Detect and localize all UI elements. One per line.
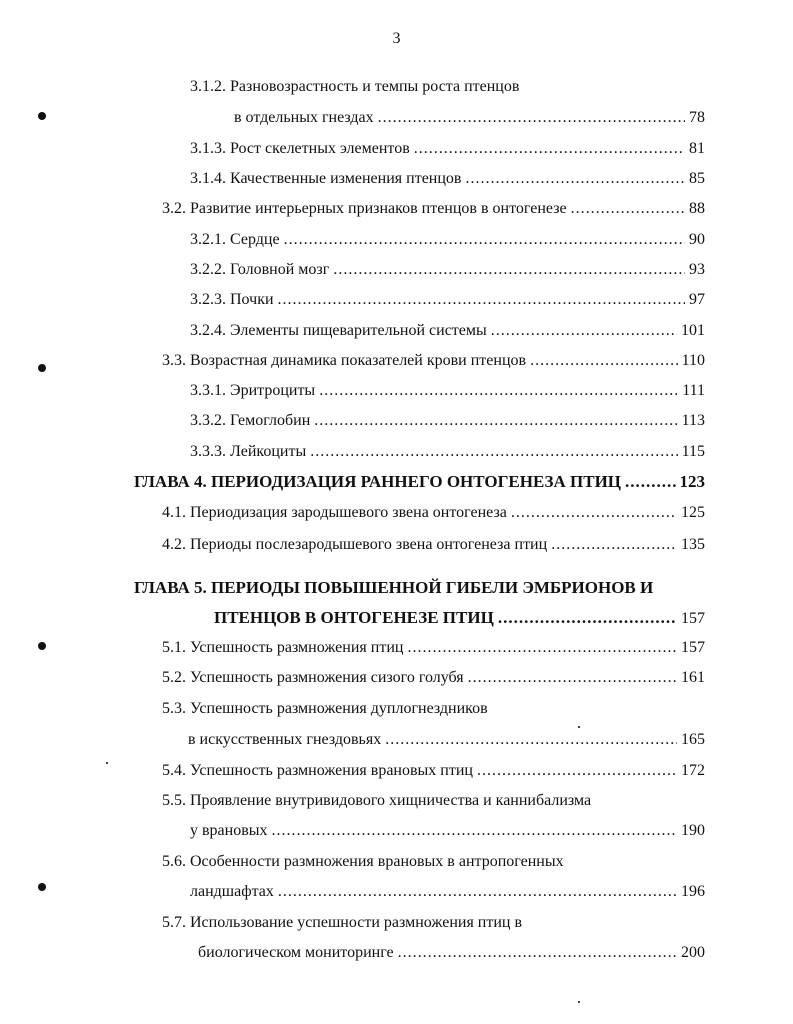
toc-page-number: 90 — [689, 231, 705, 248]
toc-page-number: 157 — [681, 639, 705, 656]
toc-chapter-title: ГЛАВА 5. ПЕРИОДЫ ПОВЫШЕННОЙ ГИБЕЛИ ЭМБРИОНОВ И — [134, 578, 654, 597]
margin-bullet — [38, 642, 46, 650]
leader-dots — [314, 411, 677, 431]
leader-dots — [272, 821, 677, 841]
toc-entry — [190, 411, 705, 431]
leader-dots — [571, 199, 685, 219]
toc-entry — [188, 730, 705, 750]
leader-dots — [414, 139, 685, 159]
toc-entry — [190, 169, 705, 189]
toc-entry — [190, 381, 705, 401]
toc-entry-text: 3.2. Развитие интерьерных признаков птенцов в онтогенезе — [162, 200, 567, 217]
toc-page-number: 97 — [689, 291, 705, 308]
toc-entry — [162, 503, 705, 523]
toc-entry — [162, 535, 705, 555]
toc-page-number: 196 — [681, 883, 705, 900]
leader-dots — [278, 290, 685, 310]
leader-dots — [385, 730, 677, 750]
toc-entry-text: 5.4. Успешность размножения врановых птиц — [162, 762, 473, 779]
scan-speck — [578, 1001, 580, 1003]
toc-chapter-entry — [214, 608, 705, 629]
toc-entry-text: 3.1.2. Разновозрастность и темпы роста птенцов — [190, 78, 520, 95]
toc-entry-text: 4.1. Периодизация зародышевого звена онтогенеза — [162, 504, 507, 521]
toc-entry — [162, 668, 705, 688]
toc-page-number: 88 — [689, 200, 705, 217]
leader-dots — [468, 668, 677, 688]
leader-dots — [278, 882, 677, 902]
leader-dots — [498, 608, 677, 628]
toc-page-number: 190 — [681, 822, 705, 839]
leader-dots — [398, 943, 677, 963]
leader-dots — [477, 761, 677, 781]
toc-entry-text: биологическом мониторинге — [198, 944, 394, 961]
toc-chapter-entry — [134, 472, 705, 492]
toc-page-number: 115 — [681, 443, 705, 460]
margin-bullet — [38, 364, 46, 372]
toc-entry — [190, 882, 705, 902]
toc-chapter-title: ГЛАВА 4. ПЕРИОДИЗАЦИЯ РАННЕГО ОНТОГЕНЕЗА ПТИЦ — [134, 472, 622, 491]
toc-page-number: 135 — [681, 536, 705, 553]
toc-page-number: 111 — [682, 382, 705, 399]
toc-entry — [162, 638, 705, 658]
toc-entry — [190, 290, 705, 310]
toc-page-number: 157 — [681, 610, 705, 627]
toc-entry-text: у врановых — [190, 822, 268, 839]
toc-chapter-title: ПТЕНЦОВ В ОНТОГЕНЕЗЕ ПТИЦ — [214, 608, 494, 627]
toc-entry-text: 5.2. Успешность размножения сизого голубя — [162, 669, 464, 686]
toc-entry-text: 3.3.1. Эритроциты — [190, 382, 316, 399]
leader-dots — [284, 230, 685, 250]
toc-page-number: 85 — [689, 170, 705, 187]
leader-dots — [378, 108, 685, 128]
toc-page-number: 161 — [681, 669, 705, 686]
scan-speck — [578, 726, 580, 728]
leader-dots — [407, 638, 677, 658]
leader-dots — [465, 169, 685, 189]
leader-dots — [625, 472, 675, 492]
toc-entry-text: 3.2.3. Почки — [190, 291, 274, 308]
toc-page-number: 81 — [689, 140, 705, 157]
margin-bullet — [38, 112, 46, 120]
leader-dots — [551, 535, 677, 555]
toc-entry — [162, 761, 705, 781]
page-number: 3 — [392, 30, 401, 47]
toc-page-number: 113 — [681, 412, 705, 429]
toc-entry — [190, 260, 705, 280]
toc-entry — [190, 442, 705, 462]
toc-entry-text: 4.2. Периоды послезародышевого звена онтогенеза птиц — [162, 536, 548, 553]
toc-entry-text: 3.3. Возрастная динамика показателей крови птенцов — [162, 352, 527, 369]
toc-page-number: 110 — [681, 352, 705, 369]
toc-page-number: 78 — [689, 109, 705, 126]
toc-entry-text: ландшафтах — [190, 883, 274, 900]
toc-entry — [234, 108, 705, 128]
toc-entry-text: 3.2.1. Сердце — [190, 231, 280, 248]
toc-page-number: 165 — [681, 731, 705, 748]
toc-page-number: 125 — [681, 504, 705, 521]
toc-entry-text: 5.1. Успешность размножения птиц — [162, 639, 404, 656]
toc-entry-text: 3.3.2. Гемоглобин — [190, 412, 311, 429]
toc-entry-text: 5.5. Проявление внутривидового хищничества и каннибализма — [162, 792, 592, 809]
toc-entry-text: 5.3. Успешность размножения дуплогнездников — [162, 700, 488, 717]
toc-entry — [190, 821, 705, 841]
toc-entry-text: 3.1.3. Рост скелетных элементов — [190, 140, 410, 157]
leader-dots — [530, 351, 678, 371]
margin-bullet — [38, 883, 46, 891]
toc-page-number: 123 — [679, 472, 705, 491]
toc-entry-text: 5.7. Использование успешности размножения птиц в — [162, 914, 523, 931]
toc-entry-text: 3.1.4. Качественные изменения птенцов — [190, 170, 462, 187]
toc-entry-text: 3.2.4. Элементы пищеварительной системы — [190, 322, 487, 339]
toc-entry — [162, 351, 705, 371]
toc-entry — [190, 321, 705, 341]
toc-entry — [190, 139, 705, 159]
toc-page-number: 93 — [689, 261, 705, 278]
toc-entry — [162, 199, 705, 219]
scan-speck — [106, 762, 108, 764]
toc-entry — [190, 230, 705, 250]
leader-dots — [310, 442, 677, 462]
toc-entry — [198, 943, 705, 963]
toc-entry-text: 3.2.2. Головной мозг — [190, 261, 330, 278]
toc-page-number: 200 — [681, 944, 705, 961]
toc-entry-text: 5.6. Особенности размножения врановых в антропогенных — [162, 853, 564, 870]
toc-entry-text: 3.3.3. Лейкоциты — [190, 443, 307, 460]
toc-entry-text: в отдельных гнездах — [234, 109, 374, 126]
toc-page-number: 101 — [681, 322, 705, 339]
toc-entry-text: в искусственных гнездовьях — [188, 731, 382, 748]
leader-dots — [491, 321, 677, 341]
toc-page-number: 172 — [681, 762, 705, 779]
leader-dots — [511, 503, 677, 523]
leader-dots — [319, 381, 678, 401]
leader-dots — [333, 260, 685, 280]
